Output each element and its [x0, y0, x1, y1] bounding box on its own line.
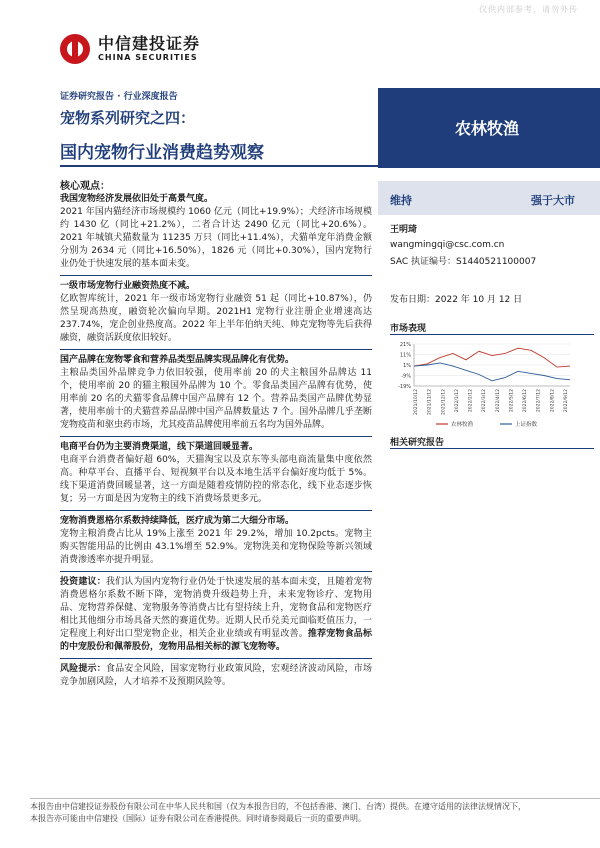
- x-tick-label: 2022/2/12: [468, 389, 474, 413]
- logo-mark-icon: [60, 34, 90, 64]
- legend-label-agri: 农林牧渔: [451, 422, 474, 428]
- risk-body: 食品安全风险，国家宠物行业政策风险，宏观经济波动风险，市场竞争加剧风险，人才培养不及预期风险等。: [60, 664, 372, 687]
- section-5-body: 宠物主粮消费占比从 19%上涨至 2021 年 29.2%，增加 10.2pcts。宠物主购买智能用品的比例由 43.1%增至 52.9%。宠物洗美和宠物保险等新兴领域消费渗透率亦提升明显。: [60, 529, 372, 565]
- sac-number: S1440521100007: [456, 257, 537, 267]
- section-4-title: 电商平台仍为主要消费渠道，线下渠道回暖显著。: [60, 442, 259, 452]
- x-tick-label: 2022/4/12: [495, 389, 501, 413]
- investment-recommendation: 推荐宠物食品标的中宠股份和佩蒂股份，宠物用品相关标的源飞宠物等。: [60, 629, 372, 652]
- core-label: 核心观点：: [60, 181, 110, 192]
- section-2-body: 亿欧智库统计，2021 年一级市场宠物行业融资 51 起（同比+10.87%），仍然呈现高热度，融资轮次偏向早期。2021H1 宠物行业注册企业增速高达 237.74%，宠企创业热度高。2022 年上半年伯纳天纯、帅克宠物等先后获得融资，融资活跃度依旧较好。: [60, 294, 372, 343]
- brand-name-cn: 中信建投证券: [98, 34, 201, 53]
- disclaimer-line-1: 本报告由中信建投证券股份有限公司在中华人民共和国（仅为本报告目的，不包括香港、澳门、台湾）提供。在遵守适用的法律法规情况下，: [30, 802, 526, 811]
- brand-name-en: CHINA SECURITIES: [98, 53, 198, 62]
- section-4-body: 电商平台消费者偏好超 60%，天猫淘宝以及京东等头部电商流量集中度依然高。种草平台、直播平台、短视频平台以及本地生活平台偏好度均低于 5%。线下渠道消费回暖显著，这一方面是随着疫情防控的常态化，线下业态逐步恢复；另一方面是因为宠物主的线下消费场景更多元。: [60, 455, 372, 504]
- risk-text: [60, 663, 372, 689]
- related-rule: [390, 448, 594, 449]
- y-tick-label: -19%: [398, 384, 411, 390]
- y-tick-label: -9%: [401, 373, 411, 380]
- x-tick-label: 2022/6/12: [523, 389, 529, 413]
- x-tick-label: 2022/8/12: [550, 389, 556, 413]
- footer-divider: [30, 798, 600, 799]
- title-divider: [60, 165, 378, 167]
- disclaimer-footer: [30, 801, 600, 825]
- x-tick-label: 2021/11/12: [427, 389, 433, 415]
- analyst-email[interactable]: wangmingqi@csc.com.cn: [390, 240, 505, 250]
- section-3: [60, 354, 372, 432]
- legend-label-index: 上证指数: [515, 422, 538, 428]
- section-5: [60, 515, 372, 567]
- section-divider: [60, 436, 372, 437]
- risk-warning: [60, 663, 372, 689]
- publish-label: 发布日期：: [390, 295, 436, 305]
- main-content: [60, 180, 372, 693]
- x-tick-label: 2022/5/12: [509, 389, 515, 413]
- section-3-title: 国产品牌在宠物零食和营养品类型品牌实现品牌化有优势。: [60, 355, 295, 365]
- watermark: 仅供内部参考，请勿外传: [479, 5, 578, 14]
- section-divider: [60, 349, 372, 350]
- report-title: 国内宠物行业消费趋势观察: [60, 143, 264, 163]
- market-rule: [390, 334, 594, 335]
- section-divider: [60, 658, 372, 659]
- investment-body: 我们认为国内宠物行业仍处于快速发展的基本面未变，且随着宠物消费恩格尔系数不断下降，宠物消费升级趋势上升，未来宠物诊疗、宠物用品、宠物营养保健、宠物服务等消费占比有望持续上升，宠物食品和宠物医疗相比其他细分市场具备天然的赛道优势。近期人民币兑美元面临贬值压力，一定程度上利好出口型宠物企业，相关企业业绩或有明显改善。: [60, 577, 372, 639]
- analyst-sac: [390, 254, 536, 267]
- x-tick-label: 2021/10/12: [414, 389, 419, 415]
- market-chart-svg: [390, 338, 600, 433]
- x-tick-label: 2022/3/12: [482, 389, 488, 413]
- publish-value: 2022 年 10 月 12 日: [435, 295, 523, 305]
- report-category: 证券研究报告 · 行业深度报告: [60, 92, 178, 102]
- section-1-title: 我国宠物经济发展依旧处于高景气度。: [60, 194, 214, 204]
- investment-text: [60, 576, 372, 654]
- brand-logo: [60, 34, 200, 64]
- section-divider: [60, 275, 372, 276]
- x-tick-label: 2022/9/12: [564, 389, 569, 413]
- section-divider: [60, 510, 372, 511]
- section-4: [60, 441, 372, 506]
- sac-label: SAC 执证编号：: [390, 257, 457, 267]
- section-1-body: 2021 年国内猫经济市场规模约 1060 亿元（同比+19.9%）；犬经济市场规模约 1430 亿（同比+21.2%），二者合计达 2490 亿元（同比+20.6%）。2021 年城镇犬猫数量为 11235 万只（同比+11.4%），犬猫单宠年消费金额分别为 2634 元（同比+16.50%），1826 元（同比+0.30%），国内宠物行业仍处于快速发展的基本面未变。: [60, 207, 372, 269]
- market-title: 市场表现: [390, 324, 427, 334]
- rating-value: 强于大市: [531, 194, 575, 207]
- rating-action: 维持: [390, 194, 412, 207]
- x-tick-label: 2022/7/12: [536, 389, 542, 413]
- x-tick-label: 2021/12/12: [441, 389, 447, 415]
- y-tick-label: 11%: [399, 352, 411, 359]
- series-line-index: [414, 363, 570, 381]
- market-chart: [390, 338, 600, 433]
- publish-date: [390, 292, 522, 305]
- related-title: 相关研究报告: [390, 438, 445, 448]
- risk-label: 风险提示：: [60, 664, 106, 674]
- series-title: 宠物系列研究之四：: [60, 109, 196, 127]
- investment-label: 投资建议：: [60, 577, 106, 587]
- section-2: [60, 280, 372, 345]
- section-3-body: 主粮品类国外品牌竞争力依旧较强，使用率前 20 的犬主粮国外品牌达 11 个，使用率前 20 的猫主粮国外品牌为 10 个。零食品类国产品牌有优势，使用率前 20 名的犬猫零食品牌中国产品牌有 12 个。营养品类国产品牌优势显著，使用率前十的犬猫营养品品牌中国产品牌数量达 7 个。国外品牌几乎垄断宠物疫苗和驱虫药市场，尤其疫苗品牌使用率前五名均为国外品牌。: [60, 368, 372, 430]
- section-5-title: 宠物消费恩格尔系数持续降低，医疗成为第二大细分市场。: [60, 516, 295, 526]
- y-tick-label: 21%: [399, 342, 411, 348]
- y-tick-label: 1%: [403, 363, 411, 369]
- section-2-title: 一级市场宠物行业融资热度不减。: [60, 281, 196, 291]
- sector-name: 农林牧渔: [455, 119, 520, 138]
- section-divider: [60, 571, 372, 572]
- disclaimer-line-2: 本报告亦可能由中信建投（国际）证券有限公司在香港提供。同时请参阅最后一页的重要声明。: [30, 814, 366, 823]
- investment-advice: [60, 576, 372, 654]
- section-1: [60, 193, 372, 271]
- x-tick-label: 2022/1/12: [454, 389, 460, 413]
- analyst-name: 王明琦: [390, 225, 418, 235]
- series-line-agri: [414, 348, 570, 367]
